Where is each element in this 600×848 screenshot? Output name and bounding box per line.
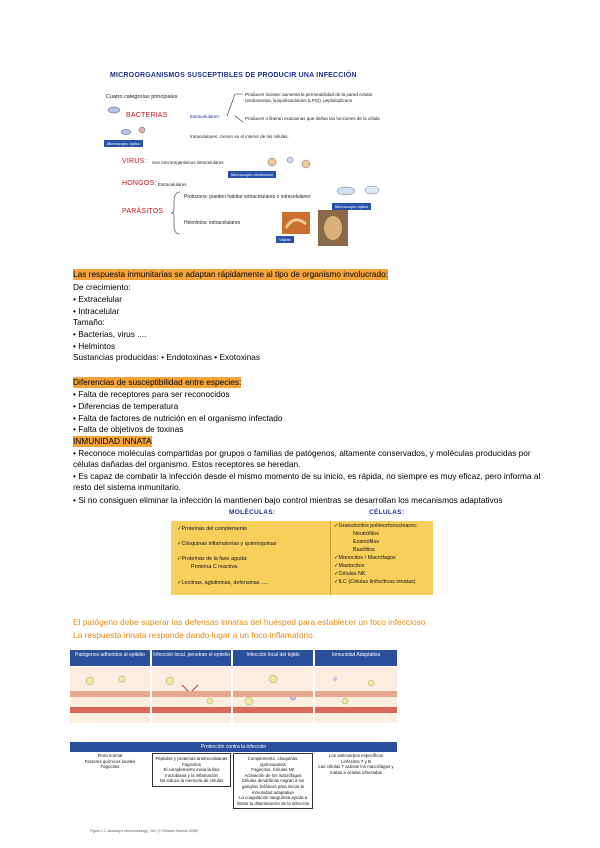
tissue-panel-3 bbox=[233, 667, 313, 723]
cel-item-6: ✓Mastocitos bbox=[334, 563, 365, 569]
phase-header-1: Patógenos adheridos al epitelio bbox=[70, 650, 150, 666]
virus-illustration bbox=[260, 152, 320, 172]
section1-line-5: • Bacterias, virus .... bbox=[73, 329, 147, 339]
orange-line-2: La respuesta innata responde dando lugar a un foco inflamatorio. bbox=[73, 630, 316, 640]
cel-item-2: Neutrófilos bbox=[353, 531, 379, 537]
molecules-header: MOLÉCULAS: bbox=[229, 509, 276, 516]
mol-item-3: ✓Proteínas de la fase aguda: bbox=[177, 556, 248, 562]
phase-desc-4: Los anticuerpos específicos Linfocitos T y B Las células T activan los macrófagos y matan a células infectadas bbox=[318, 753, 394, 775]
cel-item-5: ✓Monocitos / Macrófagos bbox=[334, 555, 396, 561]
cel-item-3: Eosinófilos bbox=[353, 539, 380, 545]
parasitos-label: PARÁSITOS bbox=[122, 208, 164, 215]
section1-line-7: Sustancias producidas: • Endotoxinas • Exotoxinas bbox=[73, 352, 261, 362]
branch-lines bbox=[225, 86, 245, 128]
extra-text-2: Producen o liberan exotoxinas que dañan las funciones de la célula bbox=[245, 116, 380, 121]
section1-heading: Las respuesta inmunitarias se adaptan rápidamente al tipo de organismo involucrado: bbox=[73, 269, 389, 279]
hongos-text: Extracelulares bbox=[158, 182, 187, 187]
section2-line-3: • Falta de factores de nutrición en el organismo infectado bbox=[73, 413, 283, 423]
helmintos-text: Helmintos: extracelulares bbox=[184, 220, 241, 226]
tissue-panel-2 bbox=[152, 667, 231, 723]
cel-item-8: ✓ILC (Células linfocíticas innatas) bbox=[334, 579, 416, 585]
phase-header-2: Infección local, penetran el epitelio bbox=[152, 650, 231, 666]
infection-phases-figure bbox=[70, 650, 397, 835]
phase-header-3: Infección local del tejido bbox=[233, 650, 313, 666]
micro-optico-box: Microscopio óptico bbox=[104, 140, 143, 147]
micro-optico-box-2: Microscopio óptico bbox=[332, 203, 371, 210]
mol-item-2: ✓Citoquinas inflamatorias y quimioquinas bbox=[177, 541, 277, 547]
extracelulares-label: Extracelulares: bbox=[190, 114, 220, 119]
extra-text-1: Producen toxinas: aumenta la permeabilidad de la pared celular (endotoxinas, lipopolisacáridos (LPS)), peptidoglicano bbox=[245, 92, 373, 103]
figure3-caption: Figure 2-1 Janeway's Immunobiology, 7ed. (© Garland Science 2008) bbox=[90, 829, 198, 833]
mol-item-3b: Proteína C reactiva bbox=[191, 564, 238, 570]
cel-item-1: ✓Granulocitos polimorfonucleares: bbox=[334, 523, 418, 529]
protection-bar: Protección contra la infección bbox=[70, 742, 397, 752]
helminth-photos bbox=[282, 210, 352, 252]
innate-paragraph-2: • Es capaz de combatir la infección desde el mismo momento de su inicio, es rápida, no siempre es muy eficaz, pero informa al resto del sistema inmunitario. bbox=[73, 471, 541, 493]
phase-desc-1: Flora normal Factores químicos locales Fagocitos bbox=[84, 753, 136, 770]
phase-header-4: Inmunidad Adaptativa bbox=[315, 650, 397, 666]
section1-line-1: De crecimiento: bbox=[73, 282, 131, 292]
section2-heading: Diferencias de susceptibilidad entre especies: bbox=[73, 377, 242, 387]
intracelulares-text: Intracelulares: crecen en el interior de las células. bbox=[190, 134, 289, 139]
section1-line-6: • Helmintos bbox=[73, 341, 116, 351]
section2-line-4: • Falta de objetivos de toxinas bbox=[73, 424, 184, 434]
section2-line-2: • Diferencias de temperatura bbox=[73, 401, 179, 411]
innate-paragraph-3: • Si no consiguen eliminar la infección la mantienen bajo control mientras se desarrollan los mecanismos adaptativos bbox=[73, 495, 503, 505]
microorganisms-figure bbox=[100, 72, 400, 254]
tissue-panel-4 bbox=[315, 667, 397, 723]
section1-line-4: Tamaño: bbox=[73, 317, 105, 327]
tissue-panel-1 bbox=[70, 667, 150, 723]
table-divider bbox=[330, 521, 331, 595]
virus-label: VIRUS: bbox=[122, 158, 147, 165]
cel-item-4: Basófilos bbox=[353, 547, 375, 553]
bacterias-label: BACTERIAS bbox=[126, 112, 168, 119]
bacteria-illustration bbox=[104, 100, 152, 140]
innate-immunity-heading: INMUNIDAD INNATA bbox=[73, 436, 152, 446]
virus-text: Son microorganismos intracelulares bbox=[152, 160, 224, 165]
protozoa-illustration bbox=[332, 182, 390, 200]
cel-item-7: ✓Células NK bbox=[334, 571, 366, 577]
mol-item-1: ✓Proteínas del complemento bbox=[177, 526, 248, 532]
innate-components-table bbox=[171, 509, 433, 595]
section2-line-1: • Falta de receptores para ser reconocidos bbox=[73, 389, 230, 399]
phase-desc-3: Complemento, citoquinas, quimioquinas Fagocitos, Células NK Activación de los macrófagos Células dendríticas migran a los ganglios linfáticos para iniciar la inmunidad adaptativa La coagulación sanguínea ayuda a limitar la diseminación de la infección bbox=[233, 753, 313, 809]
figure1-title: MICROORGANISMOS SUSCEPTIBLES DE PRODUCIR UNA INFECCIÓN bbox=[110, 72, 357, 79]
orange-line-1: El patógeno debe superar las defensas innatas del huésped para establecer un foco infeccioso bbox=[73, 617, 426, 627]
visible-box: Visible bbox=[276, 236, 294, 243]
section1-line-3: • Intracelular bbox=[73, 306, 120, 316]
figure1-subtitle: Cuatro categorías principales bbox=[106, 94, 178, 100]
micro-electronico-box: Microscopio electrónico bbox=[228, 171, 276, 178]
phase-desc-2: Péptidos y proteínas antimicrobianas Fagocitos El complemento inicia la lisis microbiana y la inflamación No induce la memoria de células bbox=[152, 753, 231, 787]
hongos-label: HONGOS: bbox=[122, 180, 157, 187]
protozoos-text: Protozoos: pueden habitar extracelulares o intracelulares bbox=[184, 194, 311, 200]
cells-header: CÉLULAS: bbox=[369, 509, 405, 516]
parasitos-bracket bbox=[170, 190, 182, 236]
section1-line-2: • Extracelular bbox=[73, 294, 123, 304]
innate-paragraph-1: • Reconoce moléculas compartidas por grupos o familias de patógenos, altamente conservados, y moléculas producidas por células dañadas del organismo. Estos receptores se heredan. bbox=[73, 448, 531, 470]
mol-item-4: ✓Lectinas, aglutininas, defensinas ..... bbox=[177, 580, 269, 586]
